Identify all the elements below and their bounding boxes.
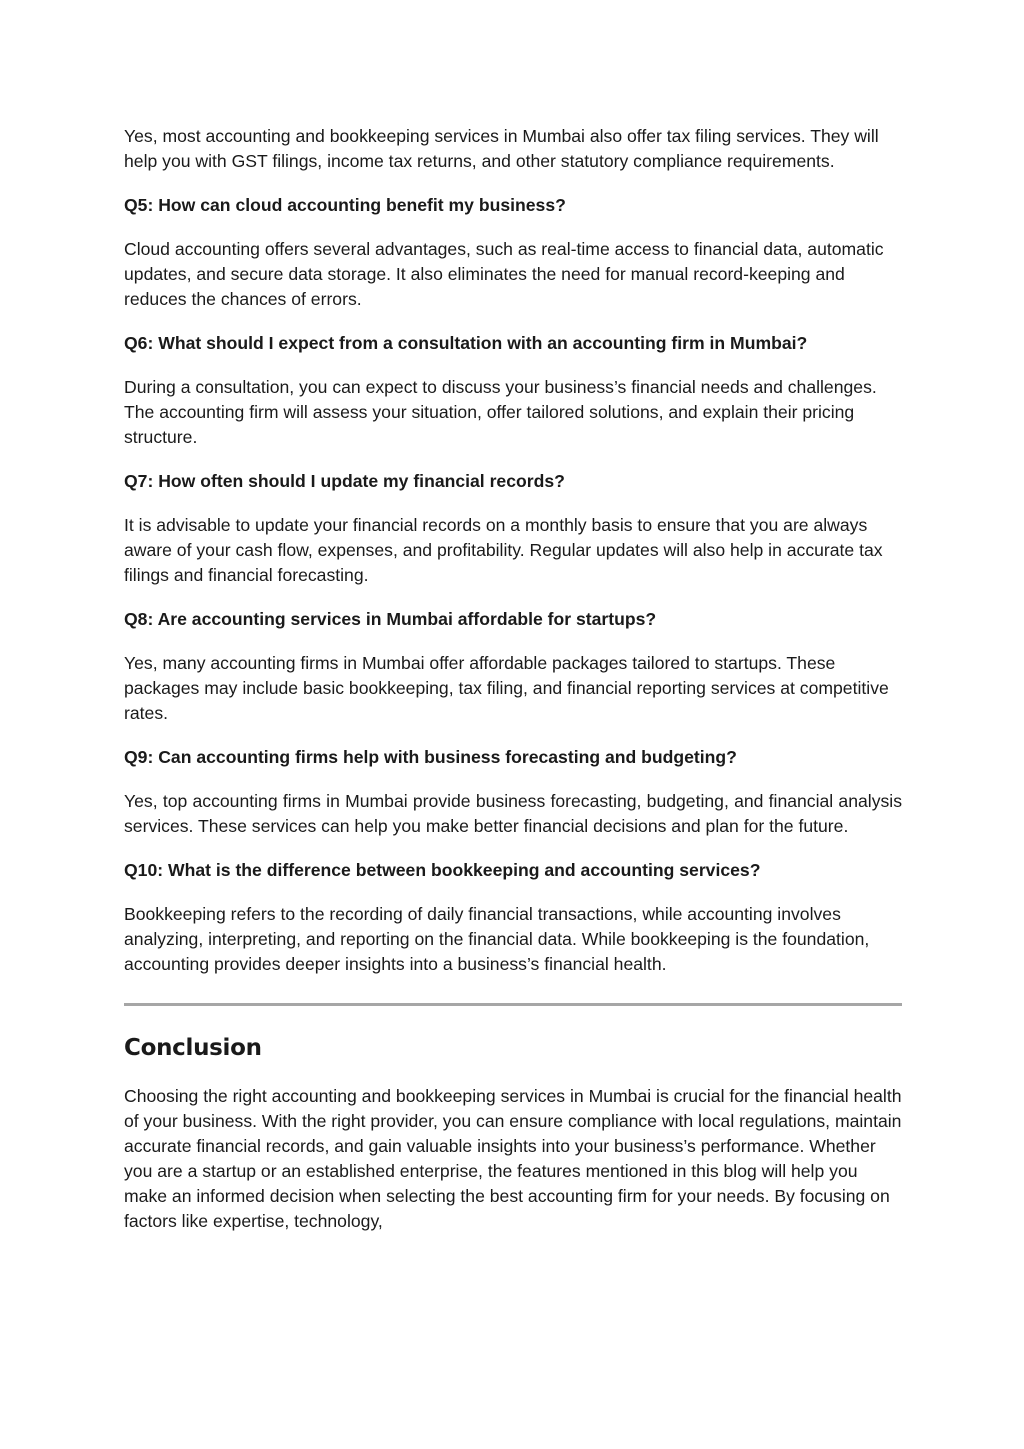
faq-question-q6: Q6: What should I expect from a consultation with an accounting firm in Mumbai? <box>124 333 808 353</box>
faq-question-q8: Q8: Are accounting services in Mumbai affordable for startups? <box>124 609 657 629</box>
faq-question-q7: Q7: How often should I update my financial records? <box>124 471 565 491</box>
faq-answer-q9: Yes, top accounting firms in Mumbai provide business forecasting, budgeting, and financial analysis services. These services can help you make better financial decisions and plan for the future. <box>124 791 902 836</box>
faq-answer-q7: It is advisable to update your financial records on a monthly basis to ensure that you are always aware of your cash flow, expenses, and profitability. Regular updates will also help in accurate tax filings and financial forecasting. <box>124 515 883 585</box>
faq-question-q10: Q10: What is the difference between bookkeeping and accounting services? <box>124 860 761 880</box>
faq-question-q9: Q9: Can accounting firms help with business forecasting and budgeting? <box>124 747 737 767</box>
conclusion-heading: Conclusion <box>124 1035 262 1061</box>
faq-question-q5: Q5: How can cloud accounting benefit my business? <box>124 195 566 215</box>
section-divider <box>124 1003 902 1006</box>
faq-answer-q5: Cloud accounting offers several advantages, such as real-time access to financial data, automatic updates, and secure data storage. It also eliminates the need for manual record-keeping and reduces the chances of errors. <box>124 239 884 309</box>
faq-answer-q8: Yes, many accounting firms in Mumbai offer affordable packages tailored to startups. These packages may include basic bookkeeping, tax filing, and financial reporting services at competitive rates. <box>124 653 889 723</box>
conclusion-body: Choosing the right accounting and bookkeeping services in Mumbai is crucial for the financial health of your business. With the right provider, you can ensure compliance with local regulations, maintain accurate financial records, and gain valuable insights into your business’s performance. Whether you are a startup or an established enterprise, the features mentioned in this blog will help you make an informed decision when selecting the best accounting firm for your needs. By focusing on factors like expertise, technology, <box>124 1086 902 1231</box>
faq-answer-q4: Yes, most accounting and bookkeeping services in Mumbai also offer tax filing services. They will help you with GST filings, income tax returns, and other statutory compliance requirements. <box>124 126 879 171</box>
faq-answer-q6: During a consultation, you can expect to discuss your business’s financial needs and challenges. The accounting firm will assess your situation, offer tailored solutions, and explain their pricing structure. <box>124 377 877 447</box>
faq-answer-q10: Bookkeeping refers to the recording of daily financial transactions, while accounting involves analyzing, interpreting, and reporting on the financial data. While bookkeeping is the foundation, accounting provides deeper insights into a business’s financial health. <box>124 904 870 974</box>
document-page <box>124 124 902 1253</box>
